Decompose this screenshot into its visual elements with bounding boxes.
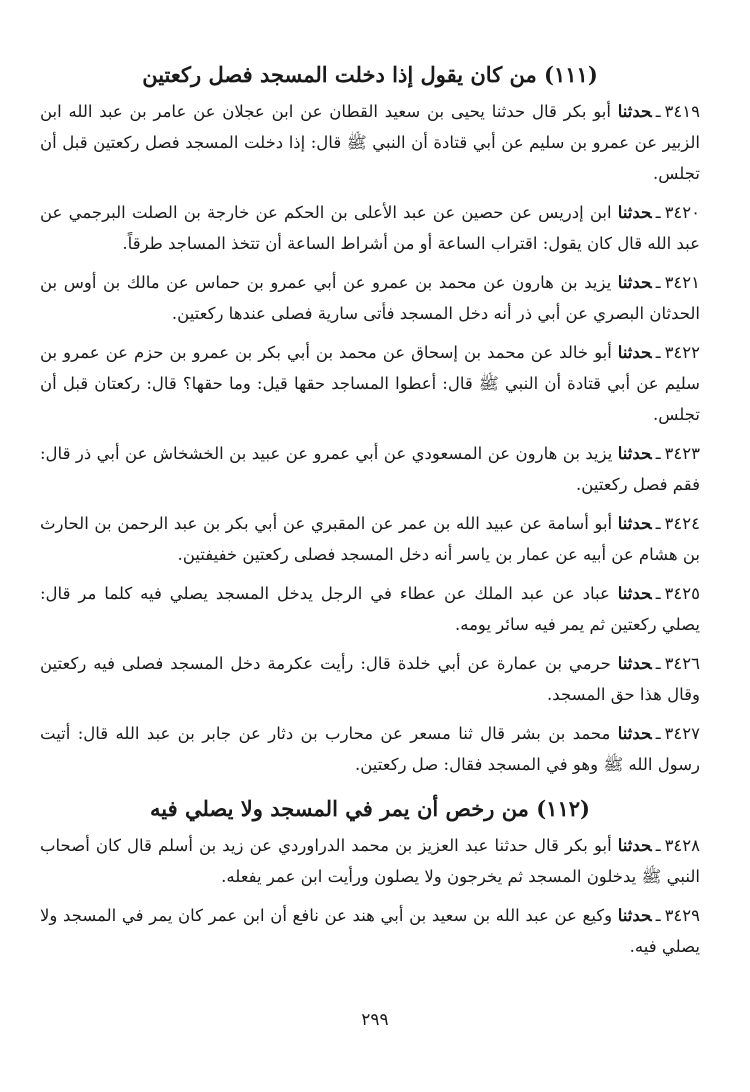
hadith-number: ٣٤٢٢ — [664, 343, 701, 362]
hadith-text: يزيد بن هارون عن المسعودي عن أبي عمرو عن عبيد بن الخشخاش عن أبي ذر قال: فقم فصل ركعتين. — [40, 444, 700, 494]
hadith-lead: حدثنا — [617, 203, 652, 222]
hadith-number: ٣٤٢٤ — [664, 514, 700, 533]
chapter-heading: (١١١) من كان يقول إذا دخلت المسجد فصل ركعتين — [142, 62, 598, 87]
hadith-text: يزيد بن هارون عن محمد بن عمرو عن أبي عمرو بن حماس عن مالك بن أوس بن الحدثان البصري عن أبي ذر أنه دخل المسجد فأتى سارية فصلى عندها ركعتين. — [40, 273, 700, 323]
hadith-text: محمد بن بشر قال ثنا مسعر عن محارب بن دثار عن جابر بن عبد الله قال: أتيت رسول الله ﷺ وهو في المسجد فقال: صل ركعتين. — [40, 724, 700, 774]
hadith-text: عباد عن عبد الملك عن عطاء في الرجل يدخل المسجد يصلي فيه كلما مر قال: يصلي ركعتين ثم يمر فيه سائر يومه. — [40, 584, 700, 634]
hadith-lead: حدثنا — [617, 273, 652, 292]
hadith-number: ٣٤٢٣ — [664, 444, 700, 463]
hadith-lead: حدثنا — [617, 724, 652, 743]
hadith-number: ٣٤٢٨ — [664, 836, 701, 855]
hadith-paragraph: ٣٤٢١ـحدثنا يزيد بن هارون عن محمد بن عمرو عن أبي عمرو بن حماس عن مالك بن أوس بن الحدثان البصري عن أبي ذر أنه دخل المسجد فأتى سارية فصلى عندها ركعتين. — [40, 273, 701, 323]
hadith-text: أبو أسامة عن عبيد الله بن عمر عن المقبري عن أبي بكر بن عبد الرحمن بن الحارث بن هشام عن أبيه عن عمار بن ياسر أنه دخل المسجد فصلى ركعتين خفيفتين. — [40, 514, 700, 564]
hadith-lead: حدثنا — [617, 836, 652, 855]
hadith-number: ٣٤٢٠ — [664, 203, 701, 222]
hadith-number: ٣٤٢٧ — [664, 724, 700, 743]
hadith-text: ابن إدريس عن حصين عن عبد الأعلى بن الحكم عن خارجة بن الصلت البرجمي عن عبد الله قال كان يقول: اقتراب الساعة أو من أشراط الساعة أن تتخذ المساجد طرقاً. — [40, 203, 700, 253]
hadith-number: ٣٤٢٩ — [664, 906, 701, 925]
hadith-number: ٣٤٢٦ — [664, 654, 701, 673]
page-number: ٢٩٩ — [361, 1010, 389, 1030]
hadith-paragraph: ٣٤٢٤ـحدثنا أبو أسامة عن عبيد الله بن عمر عن المقبري عن أبي بكر بن عبد الرحمن بن الحارث بن هشام عن أبيه عن عمار بن ياسر أنه دخل المسجد فصلى ركعتين خفيفتين. — [40, 514, 700, 564]
hadith-text: أبو خالد عن محمد بن إسحاق عن محمد بن أبي بكر بن عمرو بن حزم عن عمرو بن سليم عن أبي قتادة أن النبي ﷺ قال: أعطوا المساجد حقها قيل: وما حقها؟ قال: ركعتان قبل أن تجلس. — [40, 343, 700, 424]
hadith-paragraph: ٣٤٢٧ـحدثنا محمد بن بشر قال ثنا مسعر عن محارب بن دثار عن جابر بن عبد الله قال: أتيت رسول الله ﷺ وهو في المسجد فقال: صل ركعتين. — [40, 724, 700, 774]
hadith-lead: حدثنا — [617, 343, 652, 362]
hadith-lead: حدثنا — [617, 584, 652, 603]
hadith-paragraph: ٣٤٢٢ـحدثنا أبو خالد عن محمد بن إسحاق عن محمد بن أبي بكر بن عمرو بن حزم عن عمرو بن سليم عن أبي قتادة أن النبي ﷺ قال: أعطوا المساجد حقها قيل: وما حقها؟ قال: ركعتان قبل أن تجلس. — [40, 343, 701, 424]
hadith-paragraph: ٣٤٢٣ـحدثنا يزيد بن هارون عن المسعودي عن أبي عمرو عن عبيد بن الخشخاش عن أبي ذر قال: فقم فصل ركعتين. — [40, 444, 700, 494]
hadith-number: ٣٤٢١ — [664, 273, 701, 292]
hadith-lead: حدثنا — [617, 102, 652, 121]
hadith-paragraph: ٣٤٢٨ـحدثنا أبو بكر قال حدثنا عبد العزيز بن محمد الدراوردي عن زيد بن أسلم قال كان أصحاب النبي ﷺ يدخلون المسجد ثم يخرجون ولا يصلون ورأيت ابن عمر يفعله. — [40, 836, 701, 886]
hadith-lead: حدثنا — [617, 906, 652, 925]
hadith-text: أبو بكر قال حدثنا عبد العزيز بن محمد الدراوردي عن زيد بن أسلم قال كان أصحاب النبي ﷺ يدخلون المسجد ثم يخرجون ولا يصلون ورأيت ابن عمر يفعله. — [40, 836, 700, 886]
hadith-number: ٣٤٢٥ — [664, 584, 700, 603]
hadith-paragraph: ٣٤٢٠ـحدثنا ابن إدريس عن حصين عن عبد الأعلى بن الحكم عن خارجة بن الصلت البرجمي عن عبد الله قال كان يقول: اقتراب الساعة أو من أشراط الساعة أن تتخذ المساجد طرقاً. — [40, 203, 701, 253]
hadith-number: ٣٤١٩ — [664, 102, 700, 121]
hadith-paragraph: ٣٤٢٦ـحدثنا حرمي بن عمارة عن أبي خلدة قال: رأيت عكرمة دخل المسجد فصلى فيه ركعتين وقال هذا حق المسجد. — [40, 654, 701, 704]
hadith-text: وكيع عن عبد الله بن سعيد بن أبي هند عن نافع أن ابن عمر كان يمر في المسجد ولا يصلي فيه. — [40, 906, 700, 956]
hadith-paragraph: ٣٤٢٥ـحدثنا عباد عن عبد الملك عن عطاء في الرجل يدخل المسجد يصلي فيه كلما مر قال: يصلي ركعتين ثم يمر فيه سائر يومه. — [40, 584, 700, 634]
hadith-paragraph: ٣٤١٩ـحدثنا أبو بكر قال حدثنا يحيى بن سعيد القطان عن ابن عجلان عن عامر بن عبد الله ابن الزبير عن عمرو بن سليم عن أبي قتادة أن النبي ﷺ قال: إذا دخلت المسجد فصل ركعتين قبل أن تجلس. — [40, 102, 700, 183]
hadith-paragraph: ٣٤٢٩ـحدثنا وكيع عن عبد الله بن سعيد بن أبي هند عن نافع أن ابن عمر كان يمر في المسجد ولا يصلي فيه. — [40, 906, 701, 956]
hadith-lead: حدثنا — [617, 654, 652, 673]
hadith-lead: حدثنا — [617, 514, 652, 533]
chapter-heading: (١١٢) من رخص أن يمر في المسجد ولا يصلي فيه — [150, 796, 590, 821]
hadith-text: أبو بكر قال حدثنا يحيى بن سعيد القطان عن ابن عجلان عن عامر بن عبد الله ابن الزبير عن عمرو بن سليم عن أبي قتادة أن النبي ﷺ قال: إذا دخلت المسجد فصل ركعتين قبل أن تجلس. — [40, 102, 700, 183]
page-body — [40, 60, 700, 970]
hadith-lead: حدثنا — [617, 444, 652, 463]
hadith-text: حرمي بن عمارة عن أبي خلدة قال: رأيت عكرمة دخل المسجد فصلى فيه ركعتين وقال هذا حق المسجد. — [40, 654, 700, 704]
